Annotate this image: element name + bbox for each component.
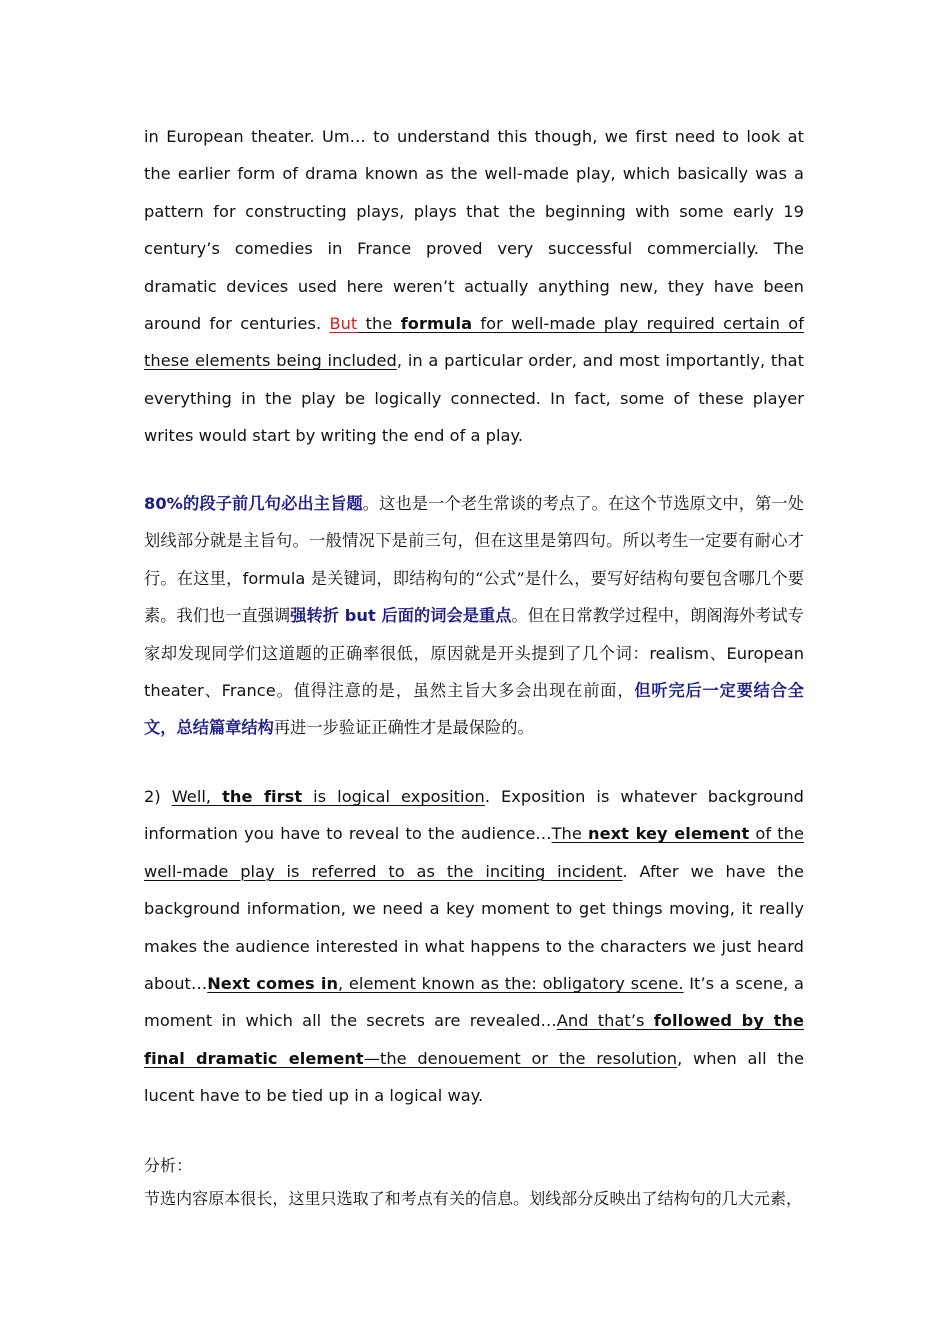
text-run: , in a particular order, and most importantly, that everything in the play be logically connected. In fact, some of these player writes would start by writing the end of a play. <box>144 351 805 446</box>
item-number: 2) <box>144 787 172 806</box>
highlight-text: 80%的段子前几句必出主旨题 <box>144 494 363 513</box>
text-run: Well, <box>171 787 223 806</box>
text-run: 是关键词，即结构句的“公式”是什么，要写好结构句要包含哪几个要素。我们也一直强调 <box>144 568 804 626</box>
text-run: The <box>551 824 589 844</box>
text-run: in European theater. Um… to understand this though, we first need to look at the earlier form of drama known as the well-made play, which basically was a pattern for constructing plays, plays that the beginning with some early 19 century’s comedies in France proved very successful commercially. The dramatic devices used here weren’t actually anything new, they have been around for centuries. <box>144 127 804 334</box>
text-run: And that’s <box>556 1011 654 1031</box>
text-run: the <box>365 314 401 334</box>
text-run: is logical exposition <box>302 787 485 806</box>
underlined-thesis: for well-made play required certain of these elements being included <box>144 314 804 371</box>
keyword-formula: formula <box>400 314 473 334</box>
analysis-paragraph-1 <box>144 485 804 747</box>
text-run <box>357 314 365 333</box>
text-run: 再进一步验证正确性才是最保险的。 <box>273 718 534 738</box>
text-run: realism、European theater、France <box>144 643 805 701</box>
text-run: of the well-made play is referred to as the inciting incident <box>144 824 804 881</box>
analysis-heading: 分析： <box>144 1156 193 1175</box>
text-run: 。但在日常教学过程中，朗阁海外考试专家却发现同学们这道题的正确率很低，原因就是开头提到了几个词： <box>144 606 805 663</box>
keyword: followed by the final dramatic element <box>144 1011 804 1068</box>
text-run: , element known as the: obligatory scene. <box>338 974 684 994</box>
highlight-but: But <box>329 314 358 334</box>
text-run: formula <box>242 568 306 588</box>
highlight-text: 但听完后一定要结合全文，总结篇章结构 <box>144 681 804 738</box>
analysis-paragraph-2: 节选内容原本很长，这里只选取了和考点有关的信息。划线部分反映出了结构句的几大元素， <box>144 1189 803 1208</box>
text-run: —the denouement or the resolution <box>363 1048 678 1068</box>
text-run: 。这也是一个老生常谈的考点了。在这个节选原文中，第一处划线部分就是主旨句。一般情况下是前三句，但在这里是第四句。所以考生一定要有耐心才行。在这里， <box>144 494 804 588</box>
transcript-paragraph-1 <box>144 118 804 455</box>
text-run: . Exposition is whatever background information you have to reveal to the audience… <box>144 787 804 844</box>
text-run: 。值得注意的是，虽然主旨大多会出现在前面， <box>275 681 635 701</box>
transcript-paragraph-2 <box>144 778 804 1115</box>
keyword: the first <box>222 787 303 806</box>
text-run: , when all the lucent have to be tied up in a logical way. <box>144 1048 805 1106</box>
text-run: It’s a scene, a moment in which all the secrets are revealed… <box>144 974 804 1031</box>
keyword: next key element <box>588 824 750 844</box>
keyword: Next comes in <box>207 974 339 994</box>
highlight-text: 强转折 but 后面的词会是重点 <box>290 606 512 626</box>
text-run: . After we have the background information, we need a key moment to get things moving, it really makes the audience interested in what happens to the characters we just heard about… <box>144 861 805 994</box>
